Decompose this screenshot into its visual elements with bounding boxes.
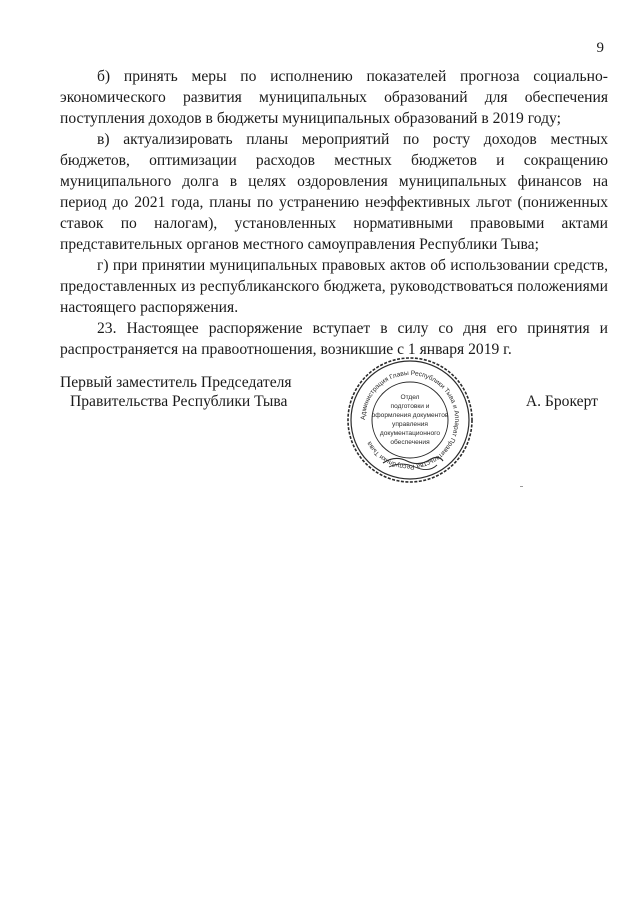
seal-center-line: обеспечения <box>390 439 430 446</box>
signature-title <box>60 373 292 411</box>
seal-outer-ring-inner <box>351 361 469 479</box>
scan-speck <box>520 486 523 487</box>
document-body <box>60 66 608 360</box>
page-number: 9 <box>596 40 604 56</box>
signature-title-line2: Правительства Республики Тыва <box>70 393 288 410</box>
signature-title-line1: Первый заместитель Председателя <box>60 374 292 391</box>
seal-center-line: оформления документов <box>371 412 449 419</box>
paragraph-23: 23. Настоящее распоряжение вступает в силу со дня его принятия и распространяется на правоотношения, возникшие с 1 января 2019 г. <box>60 320 608 358</box>
seal-center-line: документационного <box>379 430 441 437</box>
seal-center-line: подготовки и <box>390 403 430 410</box>
seal-center-line: Отдел <box>400 394 420 401</box>
seal-center-text <box>372 394 449 446</box>
seal-center-line: управления <box>392 421 428 428</box>
seal-ring-text-path: Администрация Главы Республики Тыва и Аппарат Правительства Республики Тыва <box>359 369 461 471</box>
paragraph-g: г) при принятии муниципальных правовых актов об использовании средств, предоставленных из республиканского бюджета, руководствоваться положениями настоящего распоряжения. <box>60 257 608 316</box>
seal-graphic <box>345 355 475 485</box>
official-seal <box>345 355 475 485</box>
paragraph-v: в) актуализировать планы мероприятий по росту доходов местных бюджетов, оптимизации расходов местных бюджетов и сокращению муниципального долга в целях оздоровления муниципальных финансов на период до 2021 года, планы по устранению неэффективных льгот (пониженных ставок по налогам), установленных нормативными правовыми актами представительных органов местного самоуправления Республики Тыва; <box>60 131 608 253</box>
paragraph-b: б) принять меры по исполнению показателей прогноза социально-экономического развития муниципальных образований для обеспечения поступления доходов в бюджеты муниципальных образований в 2019 году; <box>60 68 608 127</box>
signer-name: А. Брокерт <box>525 393 598 410</box>
